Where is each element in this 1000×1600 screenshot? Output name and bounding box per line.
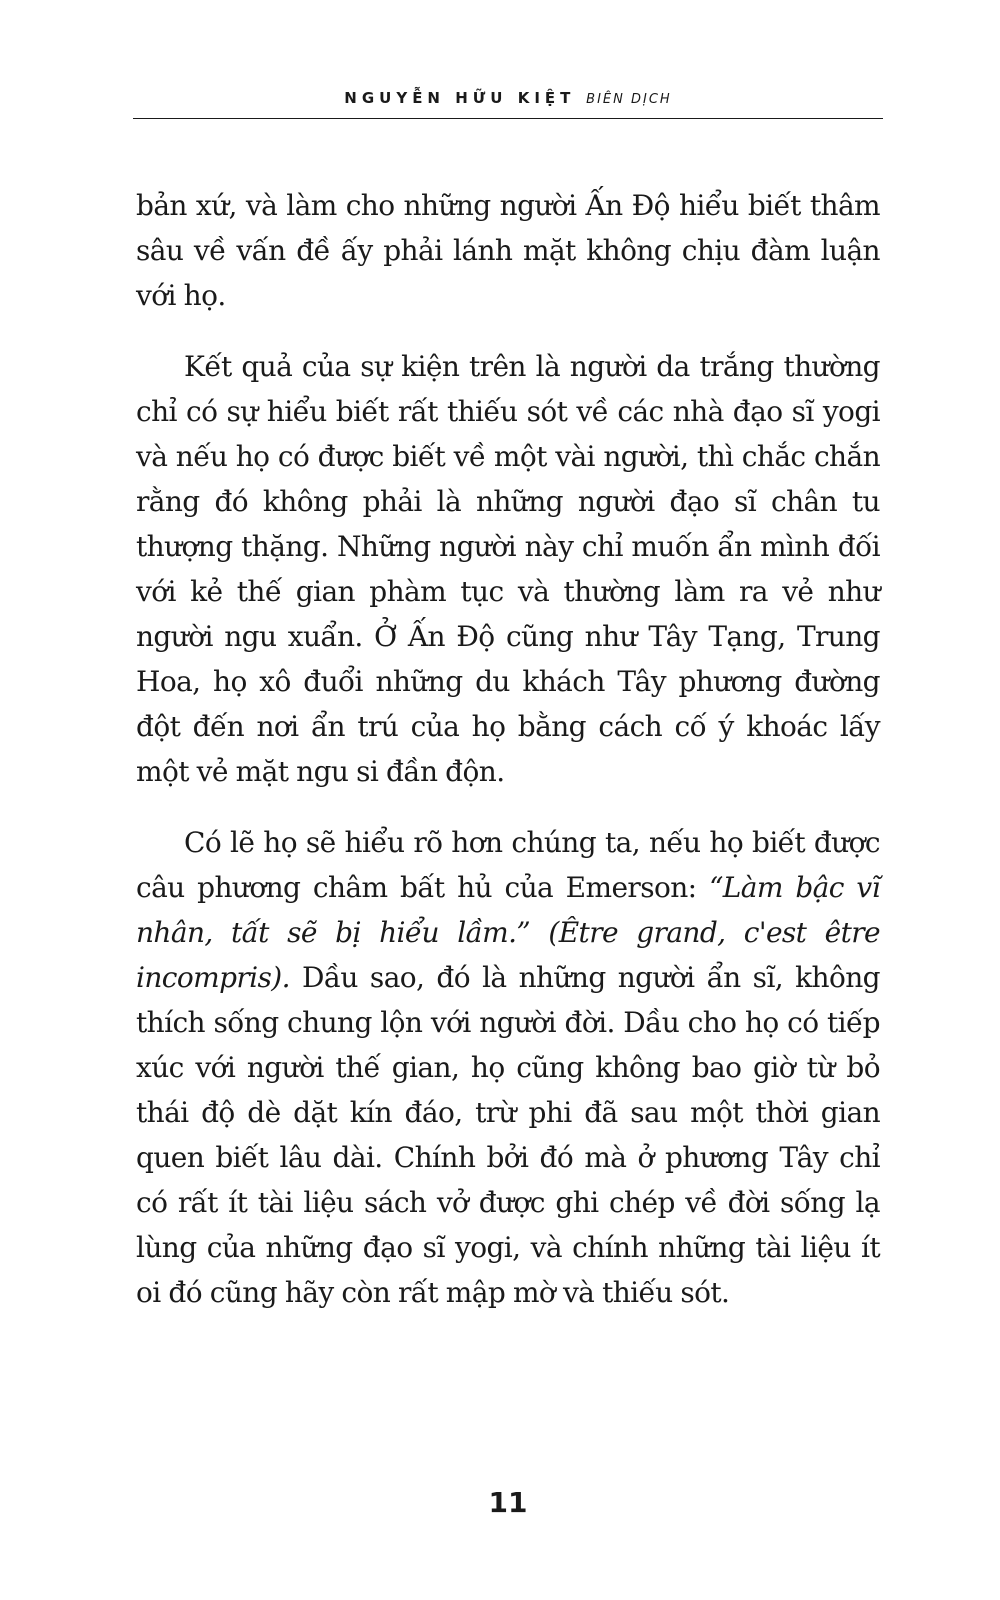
page-number: 11: [488, 1486, 528, 1519]
paragraph-3: [136, 820, 880, 1315]
running-head-role: BIÊN DỊCH: [586, 92, 672, 107]
running-head: [133, 88, 883, 110]
body-text: [136, 183, 880, 1315]
header-divider: [133, 118, 883, 119]
emerson-quote: “Làm bậc vĩ nhân, tất sẽ bị hiểu lầm.” (Être grand, c'est être incompris).: [136, 871, 880, 994]
paragraph-2: Kết quả của sự kiện trên là người da trắng thường chỉ có sự hiểu biết rất thiếu sót về các nhà đạo sĩ yogi và nếu họ có được biết về một vài người, thì chắc chắn rằng đó không phải là những người đạo sĩ chân tu thượng thặng. Những người này chỉ muốn ẩn mình đối với kẻ thế gian phàm tục và thường làm ra vẻ như người ngu xuẩn. Ở Ấn Độ cũng như Tây Tạng, Trung Hoa, họ xô đuổi những du khách Tây phương đường đột đến nơi ẩn trú của họ bằng cách cố ý khoác lấy một vẻ mặt ngu si đần độn.: [136, 350, 880, 788]
paragraph-3-part-1: Có lẽ họ sẽ hiểu rõ hơn chúng ta, nếu họ biết được câu phương châm bất hủ của Emerson:: [136, 826, 880, 904]
paragraph-3-part-2: Dầu sao, đó là những người ẩn sĩ, không thích sống chung lộn với người đời. Dầu cho họ có tiếp xúc với người thế gian, họ cũng không bao giờ từ bỏ thái độ dè dặt kín đáo, trừ phi đã sau một thời gian quen biết lâu dài. Chính bởi đó mà ở phương Tây chỉ có rất ít tài liệu sách vở được ghi chép về đời sống lạ lùng của những đạo sĩ yogi, và chính những tài liệu ít oi đó cũng hãy còn rất mập mờ và thiếu sót.: [136, 961, 880, 1309]
paragraph-1: bản xứ, và làm cho những người Ấn Độ hiểu biết thâm sâu về vấn đề ấy phải lánh mặt không chịu đàm luận với họ.: [136, 189, 880, 312]
running-head-author: NGUYỄN HỮU KIỆT: [344, 89, 576, 107]
